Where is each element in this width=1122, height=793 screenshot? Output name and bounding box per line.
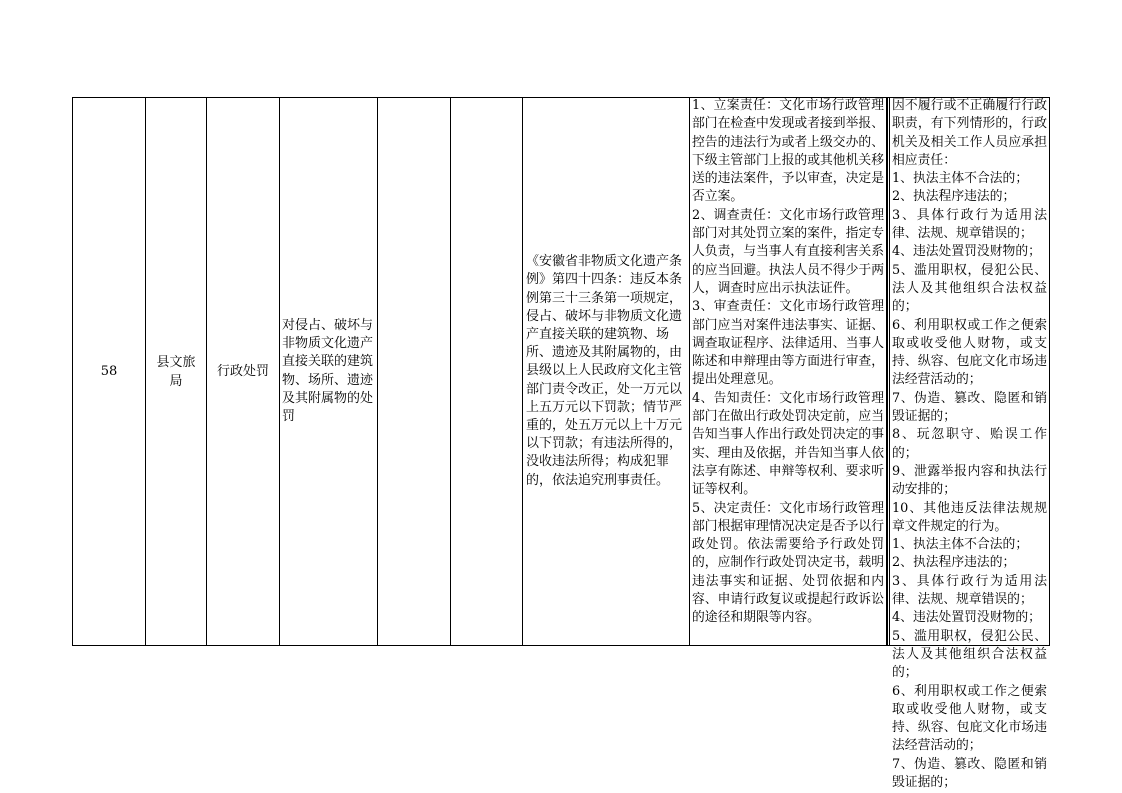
cell-item-name: [280, 98, 378, 645]
item-name: 对侵占、破坏与非物质文化遗产直接关联的建筑物、场所、遗迹及其附属物的处罚: [282, 317, 374, 424]
cell-empty: [451, 98, 523, 645]
power-type: 行政处罚: [216, 364, 269, 379]
cell-department: [146, 98, 207, 645]
power-list-table: [72, 97, 1050, 790]
responsibility-text: 1、立案责任：文化市场行政管理部门在检查中发现或者接到举报、控告的违法行为或者上级交办的、下级主管部门上报的或其他机关移送的违法案件，予以审查，决定是否立案。 2、调查责任：文化市场行政管理部门对其处罚立案的案件，指定专人负责，与当事人有直接利害关系的应当回避。执法人员不得少于两人，调查时应出示执法证件。 3、审查责任：文化市场行政管理部门应当对案件违法事实、证据、调查取证程序、法律适用、当事人陈述和申辩理由等方面进行审查，提出处理意见。 4、告知责任：文化市场行政管理部门在做出行政处罚决定前，应当告知当事人作出行政处罚决定的事实、理由及依据，并告知当事人依法享有陈述、申辩等权利、要求听证等权利。 5、决定责任：文化市场行政管理部门根据审理情况决定是否予以行政处罚。依法需要给予行政处罚的，应制作行政处罚决定书，载明违法事实和证据、处罚依据和内容、申请行政复议或提起行政诉讼的途径和期限等内容。: [692, 98, 884, 626]
department-name: 县文旅局: [156, 354, 196, 389]
cell-sub-item: [378, 98, 451, 645]
cell-accountability: [887, 98, 1050, 790]
cell-legal-basis: [523, 98, 690, 645]
accountability-text: 因不履行或不正确履行行政职责，有下列情形的，行政机关及相关工作人员应承担相应责任： 1、执法主体不合法的； 2、执法程序违法的； 3、具体行政行为适用法律、法规、规章错误的； 4、违法处置罚没财物的； 5、滥用职权，侵犯公民、法人及其他组织合法权益的； 6、利用职权或工作之便索取或收受他人财物，或支持、纵容、包庇文化市场违法经营活动的； 7、伪造、篡改、隐匿和销毁证据的； 8、玩忽职守、贻误工作的； 9、泄露举报内容和执法行动安排的； 10、其他违反法律法规规章文件规定的行为。 1、执法主体不合法的； 2、执法程序违法的； 3、具体行政行为适用法律、法规、规章错误的； 4、违法处置罚没财物的； 5、滥用职权，侵犯公民、法人及其他组织合法权益的； 6、利用职权或工作之便索取或收受他人财物，或支持、纵容、包庇文化市场违法经营活动的； 7、伪造、篡改、隐匿和销毁证据的；: [892, 98, 1047, 790]
legal-basis: 《安徽省非物质文化遗产条例》第四十四条：违反本条例第三十三条第一项规定，侵占、破坏与非物质文化遗产直接关联的建筑物、场所、遗迹及其附属物的，由县级以上人民政府文化主管部门责令改正，处一万元以上五万元以下罚款；情节严重的，处五万元以上十万元以下罚款；有违法所得的，没收违法所得；构成犯罪的，依法追究刑事责任。: [526, 254, 683, 488]
row-number: 58: [100, 364, 118, 379]
cell-responsibility: [690, 98, 887, 645]
cell-number: [73, 98, 146, 645]
cell-power-type: [207, 98, 280, 645]
